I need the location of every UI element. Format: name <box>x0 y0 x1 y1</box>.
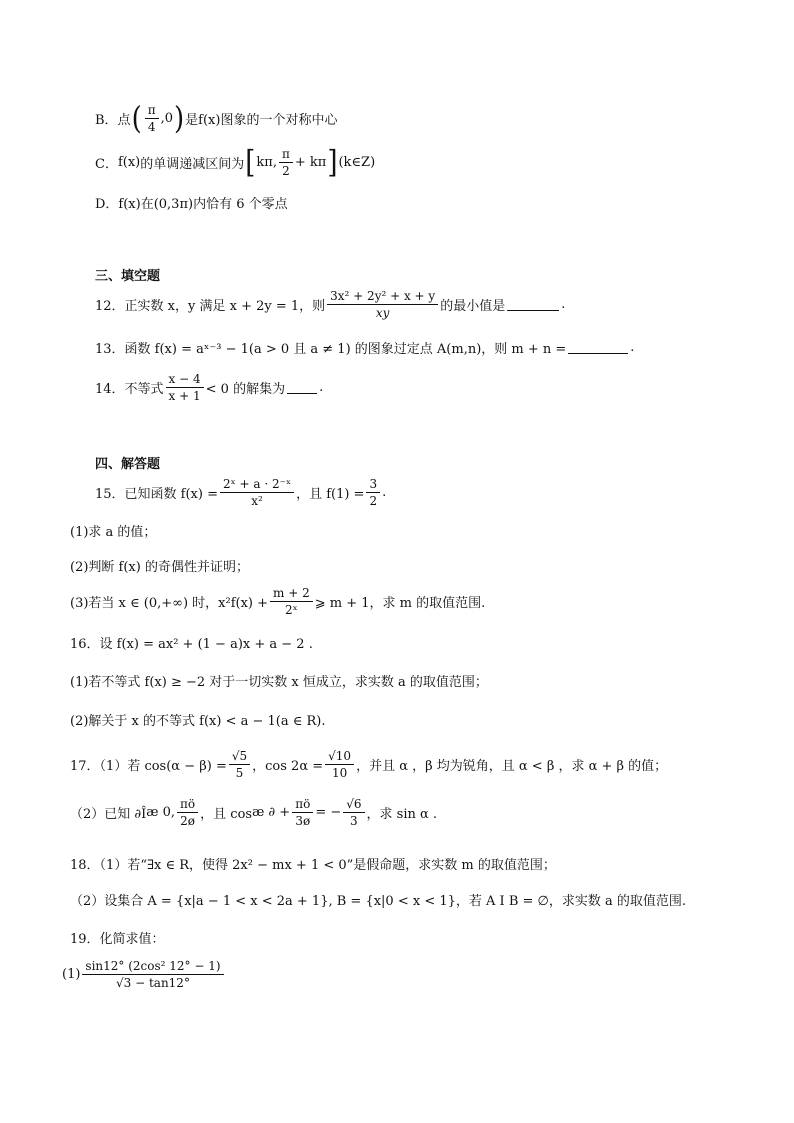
section-3-title: 三、填空题 <box>95 269 161 284</box>
question-16-part-1: (1)若不等式 f(x) ≥ −2 对于一切实数 x 恒成立，求实数 a 的取值范围； <box>70 675 488 690</box>
question-13: 13．函数 f(x) = aˣ⁻³ − 1(a > 0 且 a ≠ 1) 的图象过定点 A(m,n)，则 m + n = . <box>95 340 635 357</box>
question-19-part-1: (1) $\frac{\text{sin12° (2cos² 12° − 1)}}{√3 - \tan 12^\circ}$ <box>62 958 226 991</box>
question-16-part-2: (2)解关于 x 的不等式 f(x) < a − 1(a ∈ R). <box>70 714 326 729</box>
question-19: 19．化简求值： <box>70 932 165 947</box>
question-17-part-1: 17．（1）若 cos(α − β) = $\frac{√5}{5}$ ，cos 2α = $\frac{√10}{10}$ ，并且 α ，β 均为锐角，且 α < β ，求 α + β 的值； <box>70 749 668 780</box>
answer-blank <box>287 381 317 394</box>
option-b-suffix: 是f(x)图象的一个对称中心 <box>185 113 338 128</box>
question-14: 14．不等式 $\frac{x - 4}{x + 1}$ < 0 的解集为 . <box>95 372 324 403</box>
option-b-prefix: B．点 <box>95 113 131 128</box>
question-15-part-1: (1)求 a 的值； <box>70 525 157 540</box>
answer-blank <box>507 298 559 311</box>
option-c-mid: 的单调递减区间为 <box>140 157 245 172</box>
question-15-part-3: (3)若当 x ∈ (0,+∞) 时，x²f(x) + $\frac{m + 2}{\text{2ˣ}}$ ⩾ m + 1，求 m 的取值范围. <box>70 586 486 617</box>
option-b-point: $\frac{\pi}{4}$ <box>145 102 159 135</box>
option-c-prefix: C． <box>95 157 118 172</box>
question-16: 16．设 f(x) = ax² + (1 − a)x + a − 2 . <box>70 637 313 652</box>
option-b: B．点 ( $\frac{\pi}{4}$ ,0 ) 是f(x)图象的一个对称中心 <box>95 100 338 137</box>
answer-blank <box>568 341 628 354</box>
question-18-part-1: 18．（1）若“∃x ∈ R，使得 2x² − mx + 1 < 0”是假命题，求实数 m 的取值范围； <box>70 858 556 873</box>
question-15: 15．已知函数 f(x) = $\frac{\text{2ˣ + a · 2⁻ˣ}}{\text{x²}}$ ，且 f(1) = $\frac{3}{2}$ . <box>95 477 387 508</box>
question-18-part-2: （2）设集合 A = {x|a − 1 < x < 2a + 1}, B = {x|0 < x < 1}，若 A I B = ∅，求实数 a 的取值范围. <box>70 894 686 909</box>
question-15-part-2: (2)判断 f(x) 的奇偶性并证明； <box>70 560 249 575</box>
option-c-fx: f(x) <box>117 155 141 170</box>
question-12: 12．正实数 x，y 满足 x + 2y = 1，则 $\frac{\text{3x² + 2y² + x + y}}{xy}$ 的最小值是 . <box>95 289 566 320</box>
option-d: D．f(x)在(0,3π)内恰有 6 个零点 <box>95 197 288 212</box>
section-4-title: 四、解答题 <box>95 457 161 472</box>
option-c: C． f(x) 的单调递减区间为 [ kπ, $\frac{\pi}{2}$ + kπ ] (k∈Z) <box>95 144 376 181</box>
question-17-part-2: （2）已知 ∂Î æ 0, $\frac{\pi ö}{2ø}$ ，且 cos æ ∂ + $\frac{\pi ö}{3ø}$ = − $\frac{√6}{3}$ ，求 sin α . <box>70 797 438 828</box>
option-c-cond: (k∈Z) <box>338 155 376 170</box>
